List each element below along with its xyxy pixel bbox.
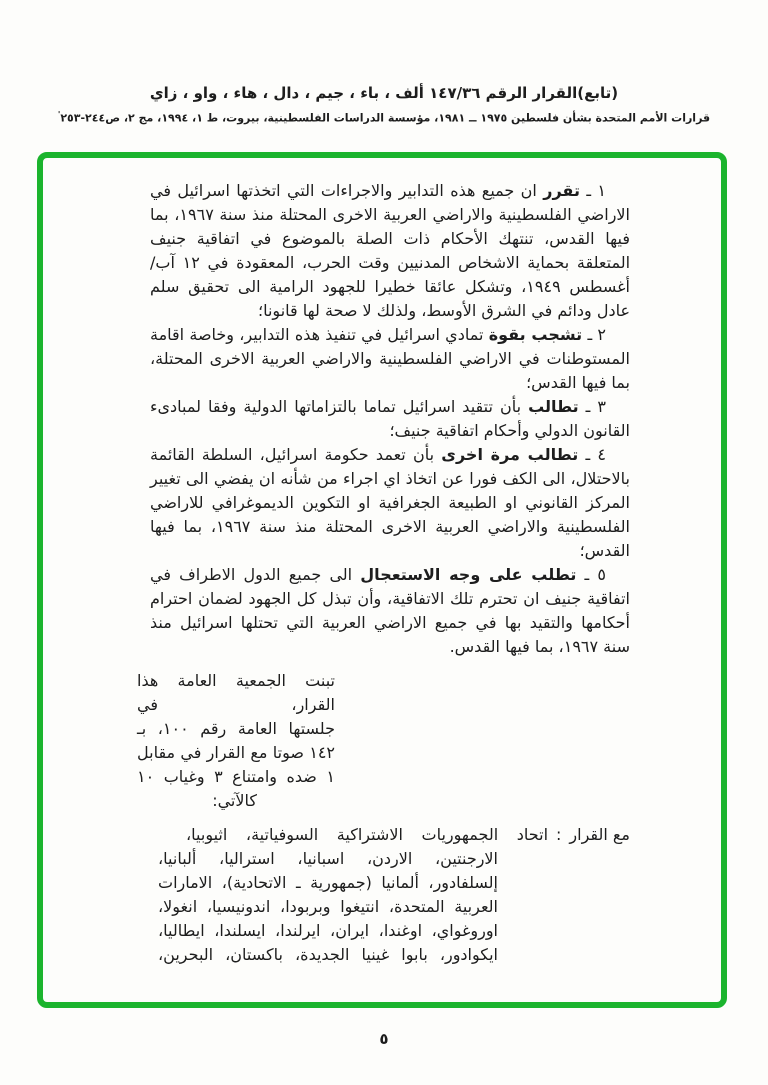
paragraph-number: ١ ـ [586, 181, 607, 200]
resolution-body [137, 179, 631, 967]
paragraph-text: ان جميع هذه التدابير والاجراءات التي اتخذتها اسرائيل في الاراضي الفلسطينية والاراضي العربية الاخرى المحتلة منذ سنة ١٩٦٧، بما فيها القدس، تنتهك الأحكام ذات الصلة بالموضوع في اتفاقية جنيف المتعلقة بحماية الاشخاص المدنيين وقت الحرب، المعقودة في ١٢ آب/أغسطس ١٩٤٩، وتشكل عائقا خطيرا للجهود الرامية الى تحقيق سلم عادل ودائم في الشرق الأوسط، ولذلك لا صحة لها قانونا؛ [150, 181, 631, 320]
paragraph-lead: تطالب مرة اخرى [441, 445, 579, 464]
paragraph-number: ٢ ـ [587, 325, 607, 344]
adoption-line: ١٤٢ صوتا مع القرار في مقابل [137, 743, 335, 762]
vote-with-colon: : [556, 825, 562, 844]
paragraph-text: بأن تعمد حكومة اسرائيل، السلطة القائمة بالاحتلال، الى الكف فورا عن اتخاذ اي اجراء من شأنه ان يفضي الى تغيير المركز القانوني او الطبيعة الجغرافية او التكوين الديموغرافي للاراضي الفلسطينية والاراضي العربية الاخرى المحتلة منذ سنة ١٩٦٧، بما فيها القدس؛ [150, 445, 631, 560]
vote-with-block [150, 823, 630, 967]
country-list-line: اوروغواي، اوغندا، ايران، ايرلندا، ايسلندا، ايطاليا، [158, 921, 498, 940]
footnote-mark: ' [57, 110, 61, 119]
country-list-line: الارجنتين، الاردن، اسبانيا، استراليا، ألبانيا، [158, 849, 498, 868]
source-citation-text: قرارات الأمم المتحدة بشأن فلسطين ١٩٧٥ ــ ١٩٨١، مؤسسة الدراسات الفلسطينية، بيروت، ط ١، ١٩٩٤، مج ٢، ص٢٤٤-٢٥٣ [60, 111, 711, 125]
paragraph-text: بأن تتقيد اسرائيل تماما بالتزاماتها الدولية وفقا لمبادىء القانون الدولي وأحكام اتفاقية جنيف؛ [150, 397, 630, 440]
vote-with-first-row [150, 823, 630, 847]
resolution-paragraph-1 [150, 179, 630, 323]
country-list-line: اتحاد الجمهوريات الاشتراكية السوفياتية، اثيوبيا، [186, 825, 549, 844]
country-list-line: إلسلفادور، ألمانيا (جمهورية ـ الاتحادية)، الامارات [158, 873, 498, 892]
paragraph-number: ٣ ـ [585, 397, 606, 416]
paragraph-number: ٤ ـ [585, 445, 606, 464]
paragraph-text: الى جميع الدول الاطراف في اتفاقية جنيف ان تحترم تلك الاتفاقية، وأن تبذل كل الجهود لضمان احترام أحكامها والتقيد بها في جميع الاراضي العربية التي تحتلها اسرائيل منذ سنة ١٩٦٧، بما فيها القدس. [150, 565, 630, 656]
adoption-line: كالآتي: [212, 791, 257, 810]
resolution-title: (تابع)القرار الرقم ١٤٧/٣٦ ألف ، باء ، جيم ، دال ، هاء ، واو ، زاي [149, 84, 619, 102]
paragraph-lead: تطلب على وجه الاستعجال [360, 565, 577, 584]
paragraph-lead: تقرر [543, 181, 580, 200]
paragraph-lead: تشجب بقوة [488, 325, 583, 344]
adoption-note [137, 669, 335, 813]
adoption-line: تبنت الجمعية العامة هذا القرار، في [137, 671, 335, 714]
resolution-paragraph-5 [150, 563, 630, 659]
adoption-line: جلستها العامة رقم ١٠٠، بـ [137, 719, 335, 738]
source-citation [0, 110, 768, 125]
vote-with-label: مع القرار [569, 825, 630, 844]
country-list-line: ايكوادور، بابوا غينيا الجديدة، باكستان، البحرين، [158, 945, 498, 964]
country-list-line: العربية المتحدة، انتيغوا وبربودا، اندونيسيا، انغولا، [158, 897, 498, 916]
resolution-paragraph-2 [150, 323, 630, 395]
paragraph-number: ٥ ـ [584, 565, 606, 584]
paragraph-text: تمادي اسرائيل في تنفيذ هذه التدابير، وخاصة اقامة المستوطنات في الاراضي الفلسطينية والاراضي العربية الاخرى المحتلة، بما فيها القدس؛ [150, 325, 630, 392]
paragraph-lead: تطالب [528, 397, 579, 416]
page-header [0, 84, 768, 125]
resolution-paragraph-3 [150, 395, 630, 443]
resolution-paragraph-4 [150, 443, 630, 563]
page-number: ٥ [379, 1030, 389, 1048]
adoption-line: ١ ضده وامتناع ٣ وغياب ١٠ [137, 767, 335, 786]
